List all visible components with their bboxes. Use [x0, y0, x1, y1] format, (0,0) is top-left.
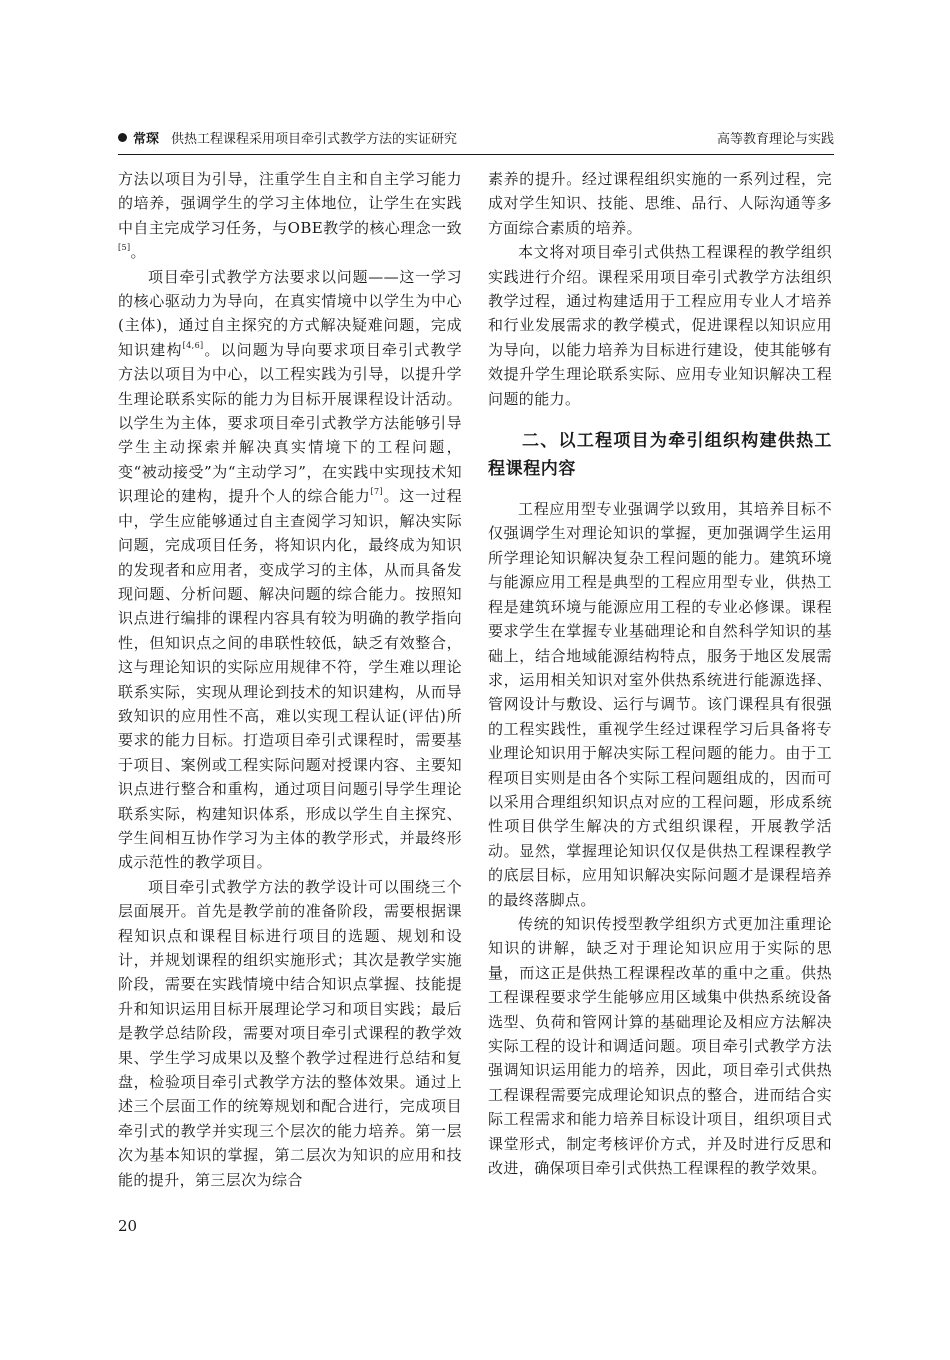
left-column — [118, 167, 462, 1192]
citation-ref: [7] — [370, 487, 384, 497]
left-p1-text: 方法以项目为引导，注重学生自主和自主学习能力的培养，强调学生的学习主体地位，让学生在实践中自主完成学习任务，与OBE教学的核心理念一致 — [118, 170, 462, 237]
section-heading: 二、以工程项目为牵引组织构建供热工程课程内容 — [488, 431, 832, 480]
left-paragraph-2 — [118, 265, 462, 875]
right-paragraph-1: 素养的提升。经过课程组织实施的一系列过程，完成对学生知识、技能、思维、品行、人际沟通等多方面综合素质的培养。 — [488, 170, 832, 237]
left-paragraph-3: 项目牵引式教学方法的教学设计可以围绕三个层面展开。首先是教学前的准备阶段，需要根据课程知识点和课程目标进行项目的选题、规划和设计，并规划课程的组织实施形式；其次是教学实施阶段，需要在实践情境中结合知识点掌握、技能提升和知识运用目标开展理论学习和项目实践；最后是教学总结阶段，需要对项目牵引式课程的教学效果、学生学习成果以及整个教学过程进行总结和复盘，检验项目牵引式教学方法的整体效果。通过上述三个层面工作的统筹规划和配合进行，完成项目牵引式的教学并实现三个层次的能力培养。第一层次为基本知识的掌握，第二层次为知识的应用和技能的提升，第三层次为综合 — [118, 877, 462, 1189]
header-author: 常琛 — [133, 132, 160, 147]
left-paragraph-1 — [118, 167, 462, 265]
left-p2-text-b: 。以问题为导向要求项目牵引式教学方法以项目为中心，以工程实践为引导，以提升学生理论联系实际的能力为目标开展课程设计活动。以学生为主体，要求项目牵引式教学方法能够引导学生主动探索并解决真实情境下的工程问题，变“被动接受”为“主动学习”，在实践中实现技术知识理论的建构，提升个人的综合能力 — [118, 340, 462, 506]
citation-ref: [4,6] — [182, 340, 204, 350]
right-column — [488, 167, 832, 1180]
right-paragraph-2: 本文将对项目牵引式供热工程课程的教学组织实践进行介绍。课程采用项目牵引式教学方法组织教学过程，通过构建适用于工程应用专业人才培养和行业发展需求的教学模式，促进课程以知识应用为导向，以能力培养为目标进行建设，使其能够有效提升学生理论联系实际、应用专业知识解决工程问题的能力。 — [488, 243, 832, 408]
left-p2-text-a: 项目牵引式教学方法要求以问题——这一学习的核心驱动力为导向，在真实情境中以学生为中心(主体)，通过自主探究的方式解决疑难问题，完成知识建构 — [118, 267, 462, 359]
right-paragraph-3: 工程应用型专业强调学以致用，其培养目标不仅强调学生对理论知识的掌握，更加强调学生运用所学理论知识解决复杂工程问题的能力。建筑环境与能源应用工程是典型的工程应用型专业，供热工程是建筑环境与能源应用工程的专业必修课。课程要求学生在掌握专业基础理论和自然科学知识的基础上，结合地域能源结构特点，服务于地区发展需求，运用相关知识对室外供热系统进行能源选择、管网设计与敷设、运行与调节。该门课程具有很强的工程实践性，重视学生经过课程学习后具备将专业理论知识用于解决实际工程问题的能力。由于工程项目实则是由各个实际工程问题组成的，因而可以采用合理组织知识点对应的工程问题，形成系统性项目供学生解决的方式组织课程，开展教学活动。显然，掌握理论知识仅仅是供热工程课程教学的底层目标，应用知识解决实际问题才是课程培养的最终落脚点。 — [488, 500, 832, 909]
header-journal-name: 高等教育理论与实践 — [716, 132, 834, 147]
page-number: 20 — [118, 1217, 138, 1235]
left-p1-end: 。 — [130, 243, 146, 262]
running-header — [118, 130, 834, 150]
citation-ref: [5] — [118, 243, 131, 253]
right-paragraph-4: 传统的知识传授型教学组织方式更加注重理论知识的讲解，缺乏对于理论知识应用于实际的思量，而这正是供热工程课程改革的重中之重。供热工程课程要求学生能够应用区域集中供热系统设备选型、负荷和管网计算的基础理论及相应方法解决实际工程的设计和调适问题。项目牵引式教学方法强调知识运用能力的培养，因此，项目牵引式供热工程课程需要完成理论知识点的整合，进而结合实际工程需求和能力培养目标设计项目，组织项目式课堂形式，制定考核评价方式，并及时进行反思和改进，确保项目牵引式供热工程课程的教学效果。 — [488, 914, 832, 1178]
header-rule — [118, 154, 834, 155]
bullet-dot-icon — [118, 133, 127, 142]
left-p2-text-c: 。这一过程中，学生应能够通过自主查阅学习知识，解决实际问题，完成项目任务，将知识内化，最终成为知识的发现者和应用者，变成学习的主体，从而具备发现问题、分析问题、解决问题的综合能力。按照知识点进行编排的课程内容具有较为明确的教学指向性，但知识点之间的串联性较低，缺乏有效整合，这与理论知识的实际应用规律不符，学生难以理论联系实际，实现从理论到技术的知识建构，从而导致知识的应用性不高，难以实现工程认证(评估)所要求的能力目标。打造项目牵引式课程时，需要基于项目、案例或工程实际问题对授课内容、主要知识点进行整合和重构，通过项目问题引导学生理论联系实际，构建知识体系，形成以学生自主探究、学生间相互协作学习为主体的教学形式，并最终形成示范性的教学项目。 — [118, 487, 462, 872]
header-article-title: 供热工程课程采用项目牵引式教学方法的实证研究 — [171, 132, 458, 147]
